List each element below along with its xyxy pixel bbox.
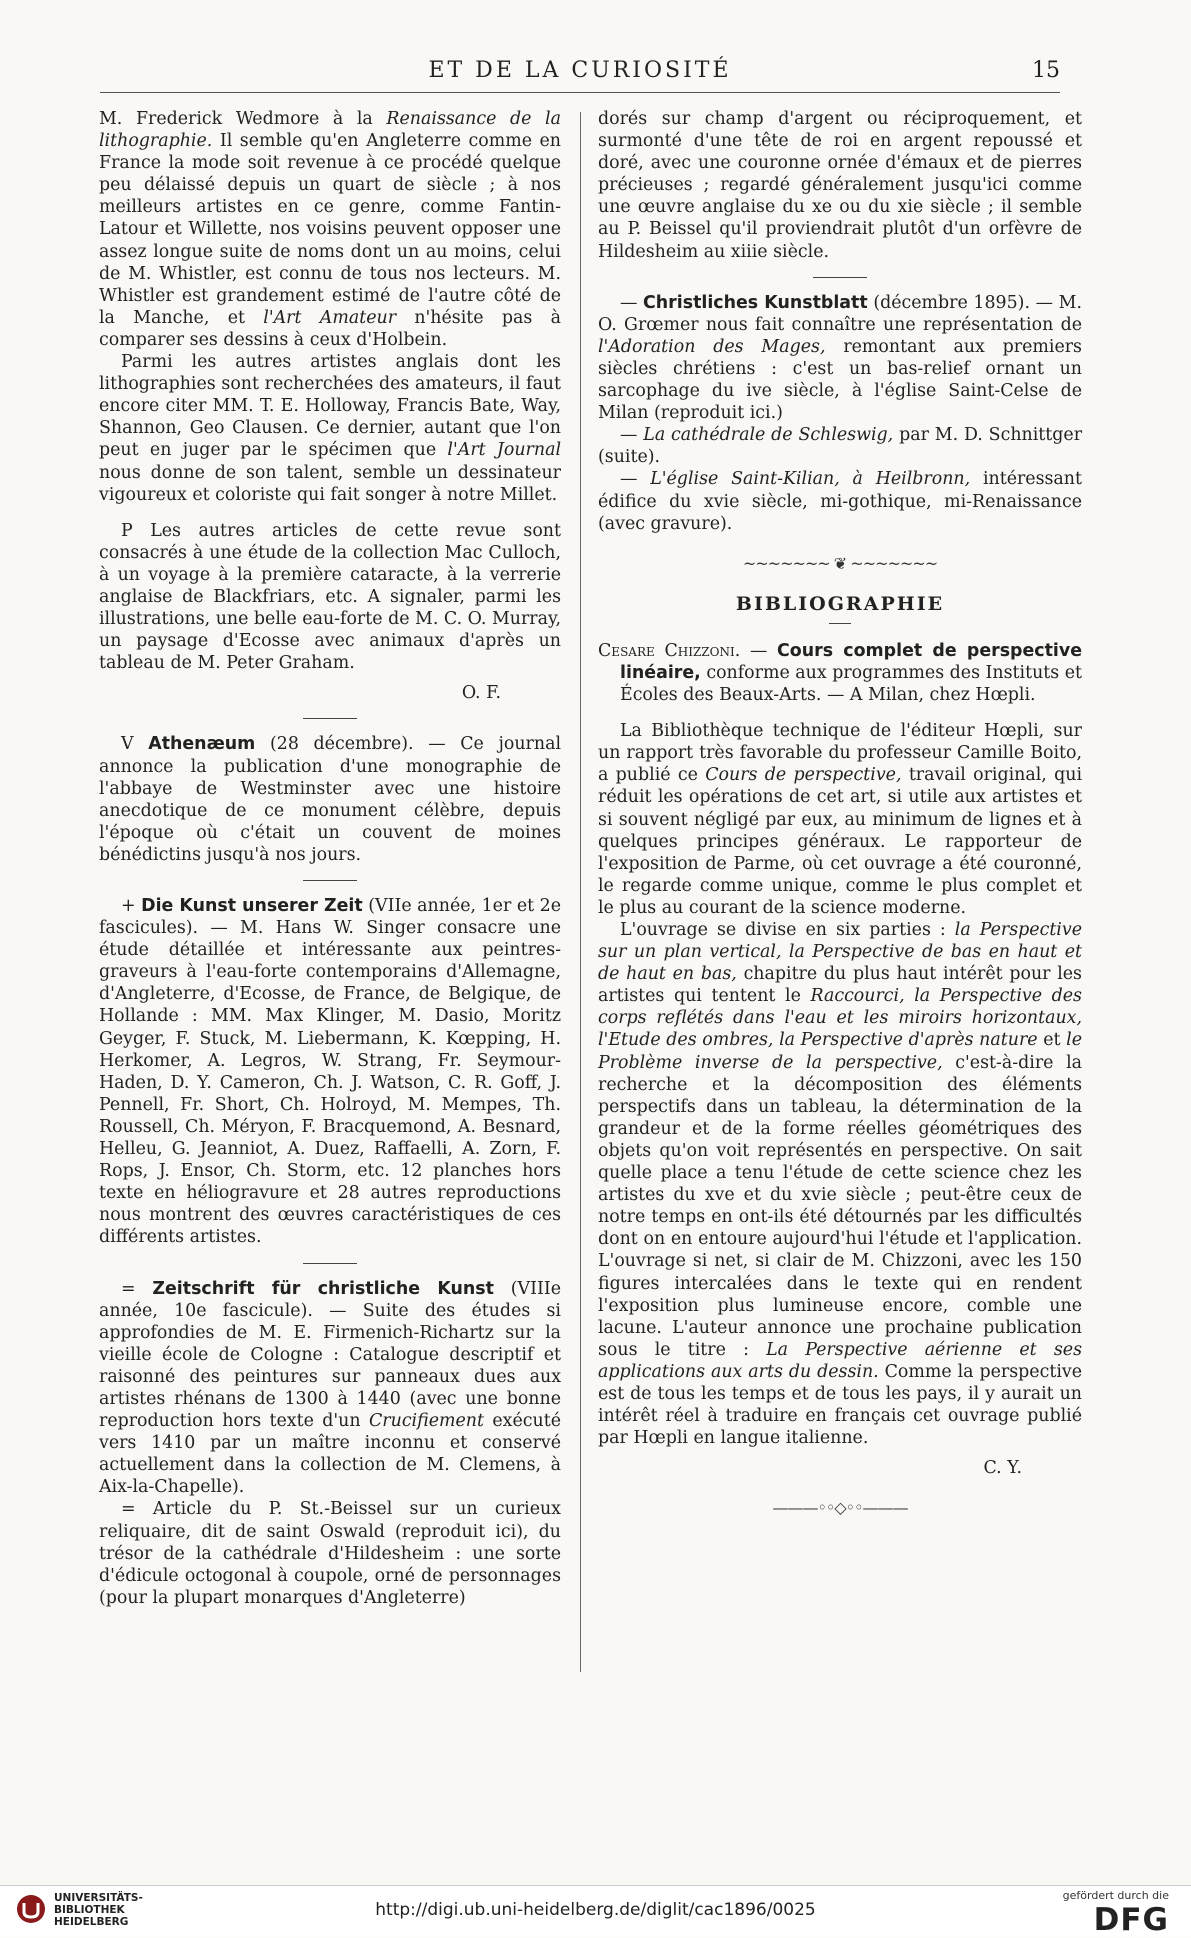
paragraph: P Les autres articles de cette revue sont consacrés à une étude de la collection Mac Culloch, à un voyage à la première cataracte, à la verrerie anglaise de Blackfriars, etc. A signaler, parmi les illustrations, une belle eau-forte de M. C. O. Murray, un paysage d'Ecosse avec animaux d'après un tableau de M. Peter Graham. bbox=[99, 520, 561, 674]
review-entry: — L'église Saint-Kilian, à Heilbronn, intéressant édifice du xvie siècle, mi-gothique, mi-Renaissance (avec gravure). bbox=[598, 469, 1082, 534]
paragraph: M. Frederick Wedmore à la Renaissance de la lithographie. Il semble qu'en Angleterre comme en France la mode soit revenue à ce procédé quelque peu délaissé depuis un quart de siècle ; à nos meilleurs artistes en ce genre, comme Fantin-Latour et Willette, nos voisins peuvent opposer une assez longue suite de noms dont un au moins, celui de M. Whistler, est connu de tous nos lecteurs. M. Whistler est grandement estimé de l'autre côté de la Manche, et l'Art Amateur n'hésite pas à comparer ses dessins à ceux d'Holbein. bbox=[99, 109, 561, 350]
journal-title: Die Kunst unserer Zeit bbox=[141, 896, 363, 916]
separator-rule bbox=[303, 880, 357, 881]
ornament-divider: ———◦◦◇◦◦——— bbox=[772, 1498, 908, 1518]
page-number: 15 bbox=[1032, 58, 1060, 83]
journal-title: Christliches Kunstblatt bbox=[643, 292, 868, 313]
review-entry: = Zeitschrift für christliche Kunst (VIIIe année, 10e fascicule). — Suite des études si approfondies de M. E. Firmenich-Richartz sur la vieille école de Cologne : Catalogue descriptif et raisonné des peintures sur panneaux dues aux artistes rhénans de 1300 à 1440 (avec une bonne reproduction hors texte d'un Crucifiement exécuté vers 1410 par un maître inconnu et conservé actuellement dans la collection de M. Clemens, à Aix-la-Chapelle). bbox=[99, 1278, 562, 1498]
source-url-link[interactable]: http://digi.ub.uni-heidelberg.de/diglit/cac1896/0025 bbox=[375, 1900, 816, 1920]
separator-rule bbox=[829, 623, 851, 624]
paragraph: La Bibliothèque technique de l'éditeur Hœpli, sur un rapport très favorable du professeur Camille Boito, a publié ce Cours de perspective, travail original, qui réduit les opérations de cet art, si utile aux artistes et si souvent négligé par eux, au minimum de lignes et à quelques principes généraux. Le rapporteur de l'exposition de Parme, où cet ouvrage a été couronné, le regarde comme unique, comme le plus complet et le plus au courant de la science moderne. bbox=[598, 721, 1083, 918]
running-header bbox=[100, 58, 1060, 92]
left-column bbox=[99, 108, 561, 1609]
review-entry: + Die Kunst unserer Zeit (VIIe année, 1er et 2e fascicules). — M. Hans W. Singer consacre une étude détaillée et intéressante aux peintres-graveurs à l'eau-forte contemporains d'Allemagne, d'Angleterre, d'Ecosse, de France, de Belgique, de Hollande : MM. Max Klinger, M. Dasio, Moritz Geyger, F. Stuck, M. Liebermann, K. Kœpping, H. Herkomer, A. Legros, W. Strang, Fr. Seymour-Haden, D. Y. Cameron, Ch. J. Watson, C. R. Goff, J. Pennell, Fr. Short, Ch. Holroyd, M. Mempes, Th. Roussell, Ch. Méryon, F. Bracquemond, A. Besnard, Helleu, G. Jeanniot, A. Duez, Raffaelli, A. Zorn, F. Rops, J. Ensor, Ch. Storm, etc. 12 planches hors texte en héliogravure et 28 autres reproductions nous montrent des œuvres caractéristiques de ces différents artistes. bbox=[99, 896, 562, 1248]
separator-rule bbox=[813, 277, 867, 278]
signature: C. Y. bbox=[983, 1458, 1022, 1479]
section-title: BIBLIOGRAPHIE bbox=[735, 592, 945, 615]
dfg-logo: DFG bbox=[1093, 1902, 1169, 1938]
review-entry: V Athenæum (28 décembre). — Ce journal annonce la publication d'une monographie de l'abbaye de Westminster avec une histoire anecdotique de ce monument célèbre, depuis l'époque où c'était un couvent de moines bénédictins jusqu'à nos jours. bbox=[99, 734, 562, 865]
review-entry: — Christliches Kunstblatt (décembre 1895). — M. O. Grœmer nous fait connaître une représentation de l'Adoration des Mages, remontant aux premiers siècles chrétiens : c'est un bas-relief ornant un sarcophage du ive siècle, à l'église Saint-Celse de Milan (reproduit ici.) bbox=[598, 292, 1082, 424]
funded-by-label: gefördert durch die bbox=[1062, 1889, 1169, 1902]
header-rule bbox=[100, 92, 1060, 93]
review-entry: — La cathédrale de Schleswig, par M. D. Schnittger (suite). bbox=[598, 425, 1083, 468]
separator-rule bbox=[303, 1263, 357, 1264]
column-divider bbox=[580, 112, 581, 1672]
separator-rule bbox=[303, 718, 357, 719]
paragraph: = Article du P. St.-Beissel sur un curieux reliquaire, dit de saint Oswald (reproduit ici), du trésor de la cathédrale d'Hildesheim : une sorte d'édicule octogonal à coupole, orné de personnages (pour la plupart monarques d'Angleterre) bbox=[99, 1499, 561, 1608]
running-title: ET DE LA CURIOSITÉ bbox=[428, 58, 732, 83]
paragraph: L'ouvrage se divise en six parties : la Perspective sur un plan vertical, la Perspective de bas en haut et de haut en bas, chapitre du plus haut intérêt pour les artistes qui tentent le Raccourci, la Perspective des corps reflétés dans l'eau et les miroirs horizontaux, l'Etude des ombres, la Perspective d'après nature et le Problème inverse de la perspective, c'est-à-dire la recherche et la décomposition des éléments perspectifs dans un tableau, la détermination de la grandeur et de la forme réelles géométriques des objets qu'on voit représentés en perspective. On sait quelle place a tenu l'étude de cette science chez les artistes du xve et du xvie siècle ; peut-être ceux de notre temps en ont-ils été détournés par les difficultés dont on en entoure aujourd'hui l'étude et l'application. L'ouvrage si net, si clair de M. Chizzoni, avec les 150 figures intercalées dans le texte qui en rendent l'exposition plus lumineuse encore, comble une lacune. L'auteur annonce une prochaine publication sous le titre : La Perspective aérienne et ses applications aux arts du dessin. Comme la perspective est de tous les temps et de tous les pays, il y aurait un intérêt réel à traduire en français cet ouvrage publié par Hœpli en langue italienne. bbox=[598, 920, 1083, 1449]
ornament-divider: ~~~~~~~ ❦ ~~~~~~~ bbox=[742, 553, 938, 573]
signature: O. F. bbox=[461, 683, 501, 704]
journal-title: Athenæum bbox=[148, 734, 256, 755]
bibliography-entry: Cesare Chizzoni. — Cours complet de perspective linéaire, conforme aux programmes des Instituts et Écoles des Beaux-Arts. — A Milan, chez Hœpli. bbox=[598, 640, 1083, 706]
journal-title: Zeitschrift für christliche Kunst bbox=[152, 1278, 494, 1299]
book-title: Cours complet de perspective linéaire, bbox=[620, 640, 1083, 683]
paragraph: Parmi les autres artistes anglais dont les lithographies sont recherchées des amateurs, il faut encore citer MM. T. E. Holloway, Francis Bate, Way, Shannon, Geo Clausen. Ce dernier, autant que l'on peut en juger par le spécimen que l'Art Journal nous donne de son talent, semble un dessinateur vigoureux et coloriste qui fait songer à notre Millet. bbox=[99, 352, 562, 505]
right-column bbox=[598, 108, 1082, 1537]
paragraph: dorés sur champ d'argent ou réciproquement, et surmonté d'une tête de roi en argent repoussé et doré, avec une couronne ornée d'émaux et de pierres précieuses ; regardé généralement jusqu'ici comme une œuvre anglaise du xe ou du xie siècle ; il semble au P. Beissel qu'il proviendrait plutôt d'un orfèvre de Hildesheim au xiiie siècle. bbox=[598, 109, 1082, 262]
digitization-footer bbox=[0, 1885, 1191, 1936]
library-name: UNIVERSITÄTS- BIBLIOTHEK HEIDELBERG bbox=[54, 1892, 143, 1928]
